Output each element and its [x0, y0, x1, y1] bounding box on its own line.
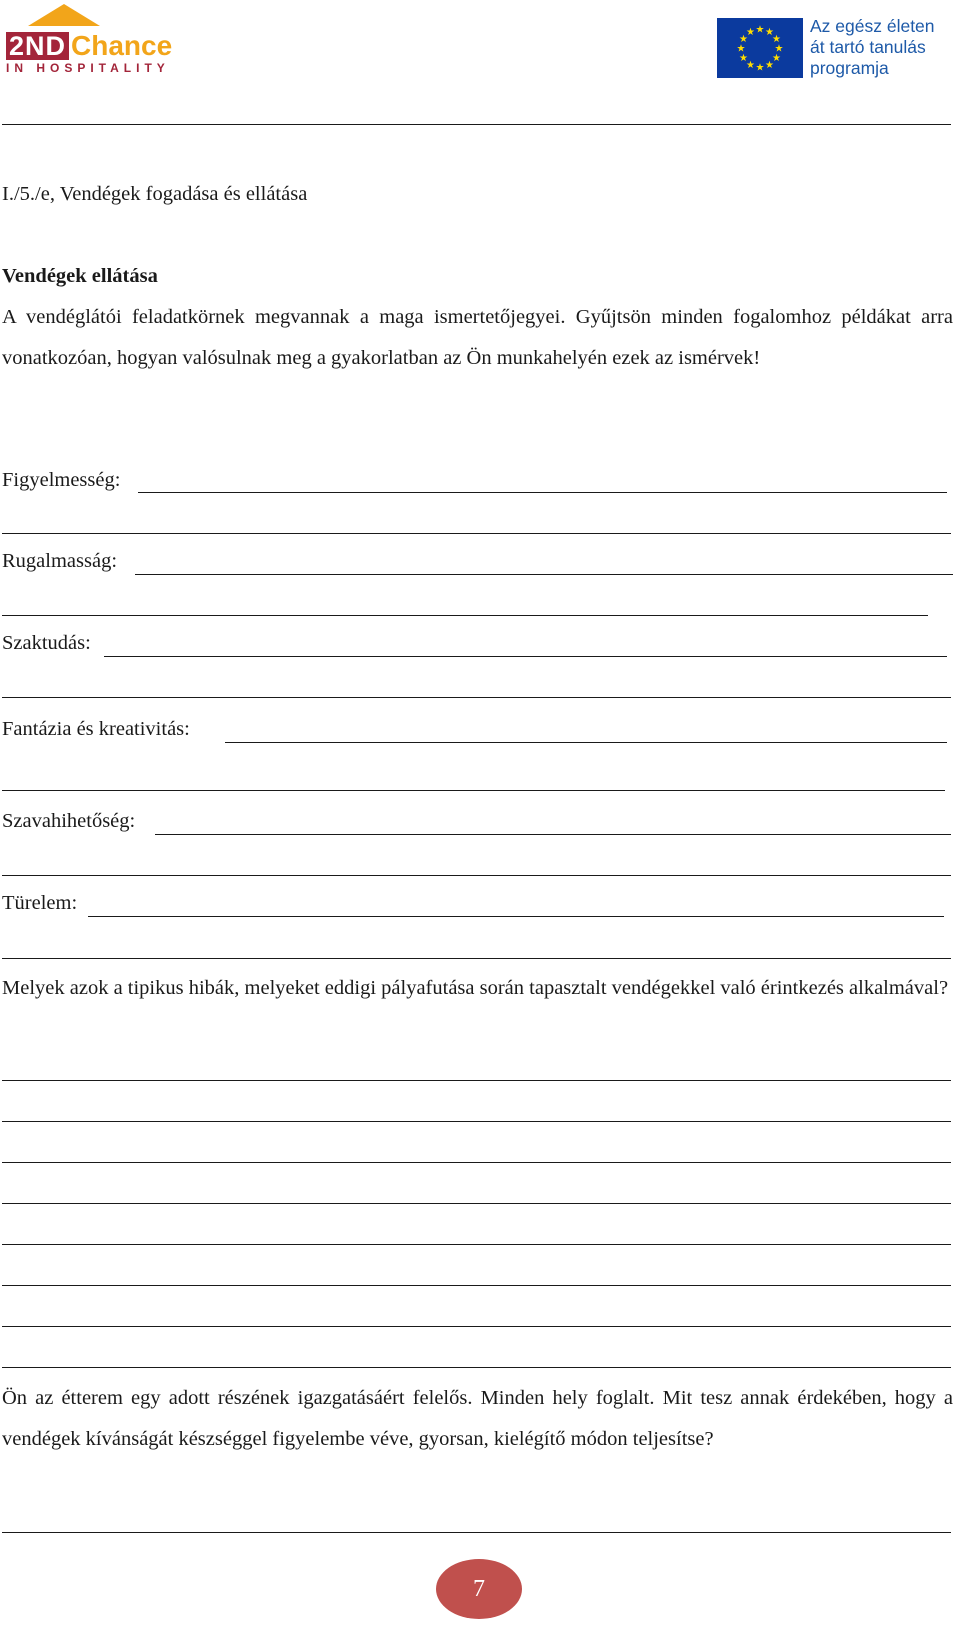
eu-star-icon: ★ — [746, 59, 755, 71]
eu-star-icon: ★ — [771, 53, 781, 64]
eu-star-icon: ★ — [765, 59, 774, 71]
answer-line-q1-6[interactable] — [2, 1285, 951, 1286]
question-2: Ön az étterem egy adott részének igazgatásáért felelős. Minden hely foglalt. Mit tesz annak érdekében, hogy a vendégek kívánságát készséggel figyelembe véve, gyorsan, kielégítő módon teljesítse? — [2, 1387, 953, 1450]
field-label-szaktudas: Szaktudás: — [2, 632, 91, 654]
answer-line-turelem-2[interactable] — [2, 958, 951, 959]
answer-line-q2-1[interactable] — [2, 1532, 951, 1533]
answer-line-q1-3[interactable] — [2, 1162, 951, 1163]
answer-line-fantazia-1[interactable] — [225, 742, 947, 743]
eu-star-icon: ★ — [739, 34, 749, 45]
eu-star-icon: ★ — [755, 24, 765, 36]
eu-star-icon: ★ — [739, 53, 749, 64]
eu-program-line-2: át tartó tanulás — [810, 37, 926, 57]
eu-program-name — [810, 16, 960, 79]
logo-2nd-chance — [6, 30, 173, 61]
logo-2nd-text: 2ND — [6, 32, 69, 60]
eu-star-icon: ★ — [765, 27, 774, 39]
answer-line-szaktudas-2[interactable] — [2, 697, 951, 698]
answer-line-fantazia-2[interactable] — [2, 790, 945, 791]
answer-line-q1-4[interactable] — [2, 1203, 951, 1204]
field-label-fantazia: Fantázia és kreativitás: — [2, 718, 190, 740]
eu-program-line-3: programja — [810, 58, 889, 78]
answer-line-figyelmesseg-2[interactable] — [2, 533, 951, 534]
field-label-szavahihetoseg: Szavahihetőség: — [2, 810, 136, 832]
field-label-figyelmesseg: Figyelmesség: — [2, 469, 121, 491]
logo-subtitle: IN HOSPITALITY — [6, 61, 170, 75]
eu-star-icon: ★ — [755, 62, 765, 74]
eu-star-icon: ★ — [771, 34, 781, 45]
page-number: 7 — [436, 1559, 522, 1619]
answer-line-szavahihetoseg-2[interactable] — [2, 875, 951, 876]
logo-chance-text: Chance — [71, 30, 173, 61]
eu-flag-icon — [717, 18, 803, 78]
field-label-rugalmassag: Rugalmasság: — [2, 550, 118, 572]
section-heading: Vendégek ellátása — [2, 265, 158, 287]
answer-line-rugalmassag-2[interactable] — [2, 615, 928, 616]
answer-line-turelem-1[interactable] — [88, 916, 944, 917]
header-divider — [2, 124, 951, 125]
answer-line-figyelmesseg-1[interactable] — [138, 492, 947, 493]
section-code: I./5./e, Vendégek fogadása és ellátása — [2, 183, 308, 205]
answer-line-szavahihetoseg-1[interactable] — [155, 834, 951, 835]
answer-line-q1-7[interactable] — [2, 1326, 951, 1327]
intro-paragraph: A vendéglátói feladatkörnek megvannak a maga ismertetőjegyei. Gyűjtsön minden fogalomhoz példákat arra vonatkozóan, hogyan valósulnak meg a gyakorlatban az Ön munkahelyén ezek az ismérvek! — [2, 306, 953, 369]
eu-star-icon: ★ — [774, 43, 784, 55]
question-1: Melyek azok a tipikus hibák, melyeket eddigi pályafutása során tapasztalt vendégekkel való érintkezés alkalmával? — [2, 977, 949, 999]
answer-line-q1-1[interactable] — [2, 1080, 951, 1081]
eu-program-line-1: Az egész életen — [810, 16, 935, 36]
eu-star-icon: ★ — [746, 27, 755, 39]
answer-line-q1-8[interactable] — [2, 1367, 951, 1368]
answer-line-q1-2[interactable] — [2, 1121, 951, 1122]
answer-line-q1-5[interactable] — [2, 1244, 951, 1245]
logo-roof-icon — [28, 4, 100, 26]
answer-line-szaktudas-1[interactable] — [104, 656, 947, 657]
eu-star-icon: ★ — [736, 43, 746, 55]
field-label-turelem: Türelem: — [2, 892, 78, 914]
answer-line-rugalmassag-1[interactable] — [135, 574, 953, 575]
